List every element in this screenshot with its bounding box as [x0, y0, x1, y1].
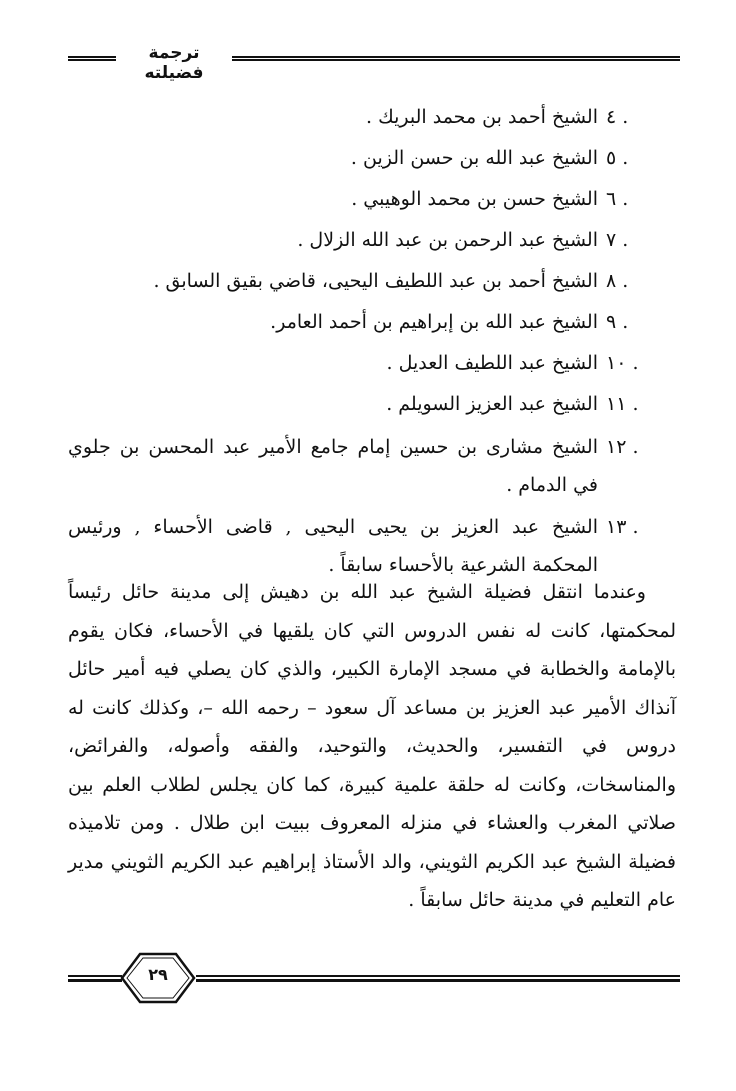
list-item-text: الشيخ عبد الرحمن بن عبد الله الزلال . [297, 229, 598, 251]
footer-rule-long [196, 975, 680, 982]
list-item [68, 346, 676, 381]
list-item-number: ٤ . [606, 106, 629, 128]
biography-paragraph: وعندما انتقل فضيلة الشيخ عبد الله بن دهيش إلى مدينة حائل رئيساً لمحكمتها، كانت له نفس الدروس التي كان يلقيها في الأحساء، فكان يقوم بالإمامة والخطابة في مسجد الإمارة الكبير، والذي كان يصلي فيه أمير حائل آنذاك الأمير عبد العزيز بن مساعد آل سعود – رحمه الله –، وكذلك كانت له دروس في التفسير، والحديث، والتوحيد، والفقه وأصوله، والفرائض، والمناسخات، وكانت له حلقة علمية كبيرة، كما كان يجلس لطلاب العلم بين صلاتي المغرب والعشاء في منزله المعروف ببيت ابن طلال . ومن تلاميذه فضيلة الشيخ عبد الكريم الثويني، والد الأستاذ إبراهيم عبد الكريم الثويني مدير عام التعليم في مدينة حائل سابقاً . [68, 581, 676, 911]
list-item-number: ١٣ . [606, 516, 639, 538]
list-item-text: الشيخ أحمد بن محمد البريك . [366, 106, 598, 128]
list-item-text: الشيخ عبد العزيز بن يحيى اليحيى , قاضى الأحساء , ورئيس المحكمة الشرعية بالأحساء سابقاً . [68, 516, 598, 576]
list-item [68, 305, 676, 340]
scholars-list [68, 100, 676, 588]
list-item-text: الشيخ عبد الله بن حسن الزين . [350, 147, 598, 169]
list-item-text: الشيخ مشارى بن حسين إمام جامع الأمير عبد المحسن بن جلوي في الدمام . [68, 436, 598, 496]
header-rule-long [232, 56, 680, 61]
list-item-text: الشيخ عبد الله بن إبراهيم بن أحمد العامر. [270, 311, 598, 333]
list-item [68, 100, 676, 135]
list-item [68, 428, 676, 504]
list-item-number: ٥ . [606, 147, 629, 169]
page-number: ٢٩ [148, 965, 168, 984]
list-item [68, 264, 676, 299]
list-item [68, 182, 676, 217]
list-item-text: الشيخ أحمد بن عبد اللطيف اليحيى، قاضي بقيق السابق . [153, 270, 598, 292]
header-rule-short [68, 56, 116, 61]
list-item-number: ٧ . [606, 229, 629, 251]
list-item-number: ١٠ . [606, 352, 639, 374]
list-item-text: الشيخ عبد اللطيف العديل . [386, 352, 598, 374]
list-item-number: ٩ . [606, 311, 629, 333]
list-item-number: ١١ . [606, 393, 639, 415]
list-item [68, 141, 676, 176]
list-item-number: ٦ . [606, 188, 629, 210]
list-item-number: ٨ . [606, 270, 629, 292]
list-item-text: الشيخ حسن بن محمد الوهيبي . [351, 188, 598, 210]
list-item [68, 387, 676, 422]
footer-rule-short [68, 975, 122, 982]
running-header-title: ترجمة فضيلته [144, 43, 204, 83]
list-item-text: الشيخ عبد العزيز السويلم . [386, 393, 598, 415]
list-item-number: ١٢ . [606, 436, 639, 458]
list-item [68, 223, 676, 258]
